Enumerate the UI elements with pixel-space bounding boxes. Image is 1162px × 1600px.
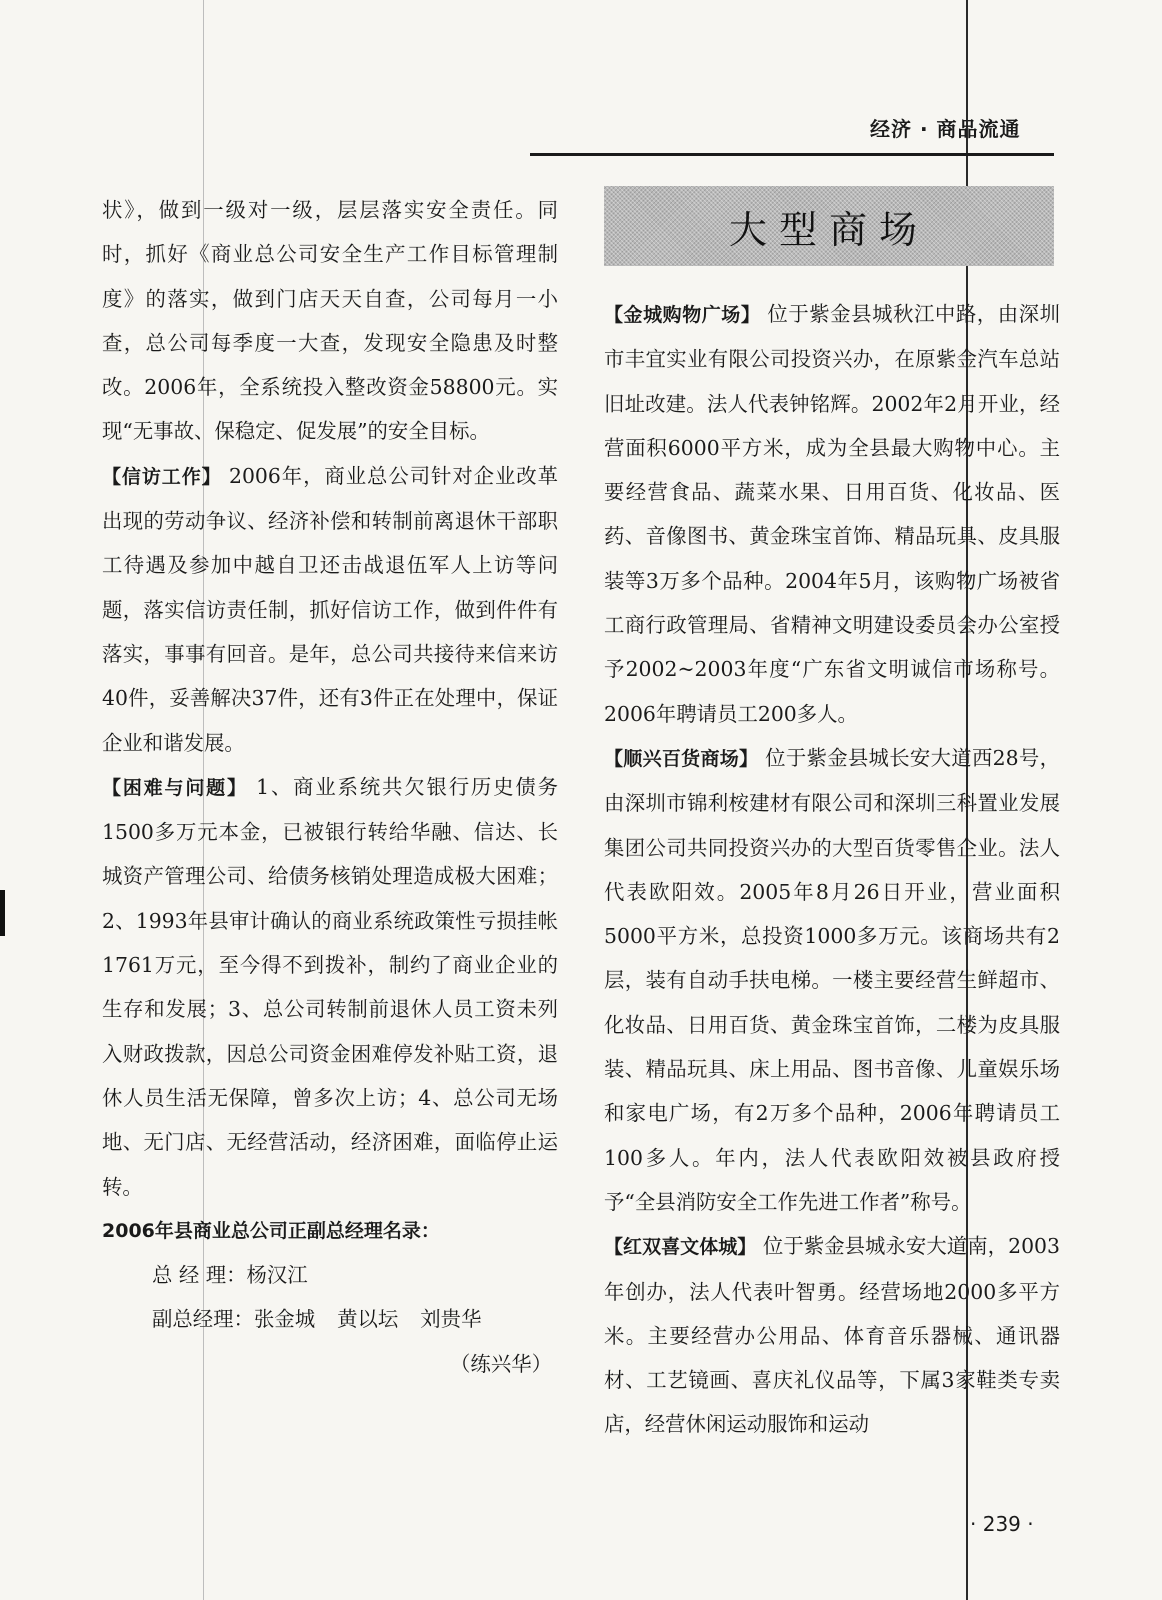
roster-gm: 总 经 理：杨汉江 [152, 1263, 308, 1288]
paragraph-problems: 【困难与问题】 1、商业系统共欠银行历史债务1500多万元本金，已被银行转给华融、信达、长城资产管理公司、给债务核销处理造成极大困难；2、1993年县审计确认的商业系统政策性亏损挂帐1761万元，至今得不到拨补，制约了商业企业的生存和发展；3、总公司转制前退休人员工资未列入财政拨款，因总公司资金困难停发补贴工资，退休人员生活无保障，曾多次上访；4、总公司无场地、无门店、无经营活动，经济困难，面临停止运转。 [102, 774, 558, 1199]
section-banner [604, 186, 1054, 266]
section-title: 大型商场 [728, 207, 929, 252]
paragraph-jincheng: 【金城购物广场】 位于紫金县城秋江中路，由深圳市丰宜实业有限公司投资兴办，在原紫金汽车总站旧址改建。法人代表钟铭辉。2002年2月开业，经营面积6000平方米，成为全县最大购物中心。主要经营食品、蔬菜水果、日用百货、化妆品、医药、音像图书、黄金珠宝首饰、精品玩具、皮具服装等3万多个品种。2004年5月，该购物广场被省工商行政管理局、省精神文明建设委员会办公室授予2002~2003年度“广东省文明诚信市场称号。2006年聘请员工200多人。 [604, 302, 1060, 726]
section-tag: 【红双喜文体城】 [604, 1236, 757, 1259]
right-column [604, 292, 1060, 1447]
scan-edge-mark [0, 890, 5, 936]
roster-deputies: 副总经理：张金城 黄以坛 刘贵华 [152, 1307, 482, 1332]
section-tag: 【金城购物广场】 [604, 304, 761, 326]
paragraph-petition: 【信访工作】 2006年，商业总公司针对企业改革出现的劳动争议、经济补偿和转制前离退休干部职工待遇及参加中越自卫还击战退伍军人上访等问题，落实信访责任制，抓好信访工作，做到件件有落实，事事有回音。是年，总公司共接待来信来访40件，妥善解决37件，还有3件正在处理中，保证企业和谐发展。 [102, 463, 558, 755]
left-column [102, 188, 558, 1386]
roster-title: 2006年县商业总公司正副总经理名录： [102, 1219, 440, 1242]
section-tag: 【顺兴百货商场】 [604, 747, 759, 770]
paragraph-hongshuangxi: 【红双喜文体城】 位于紫金县城永安大道南，2003年创办，法人代表叶智勇。经营场地2000多平方米。主要经营办公用品、体育音乐器械、通讯器材、工艺镜画、喜庆礼仪品等，下属3家鞋类专卖店，经营休闲运动服饰和运动 [604, 1234, 1060, 1437]
section-tag: 【信访工作】 [102, 465, 222, 488]
running-header: 经济 · 商品流通 [870, 117, 1021, 141]
paragraph-safety: 状》，做到一级对一级，层层落实安全责任。同时，抓好《商业总公司安全生产工作目标管理制度》的落实，做到门店天天自查，公司每月一小查，总公司每季度一大查，发现安全隐患及时整改。2006年，全系统投入整改资金58800元。实现“无事故、保稳定、促发展”的安全目标。 [102, 198, 558, 444]
author-credit: （练兴华） [450, 1351, 552, 1376]
header-rule [530, 153, 1054, 156]
page-number: · 239 · [970, 1512, 1034, 1536]
paragraph-shunxing: 【顺兴百货商场】 位于紫金县城长安大道西28号，由深圳市锦利桉建材有限公司和深圳三科置业发展集团公司共同投资兴办的大型百货零售企业。法人代表欧阳效。2005年8月26日开业，营业面积5000平方米，总投资1000多万元。该商场共有2层，装有自动手扶电梯。一楼主要经营生鲜超市、化妆品、日用百货、黄金珠宝首饰，二楼为皮具服装、精品玩具、床上用品、图书音像、儿童娱乐场和家电广场，有2万多个品种，2006年聘请员工100多人。年内，法人代表欧阳效被县政府授予“全县消防安全工作先进工作者”称号。 [604, 745, 1060, 1214]
section-tag: 【困难与问题】 [102, 776, 248, 799]
